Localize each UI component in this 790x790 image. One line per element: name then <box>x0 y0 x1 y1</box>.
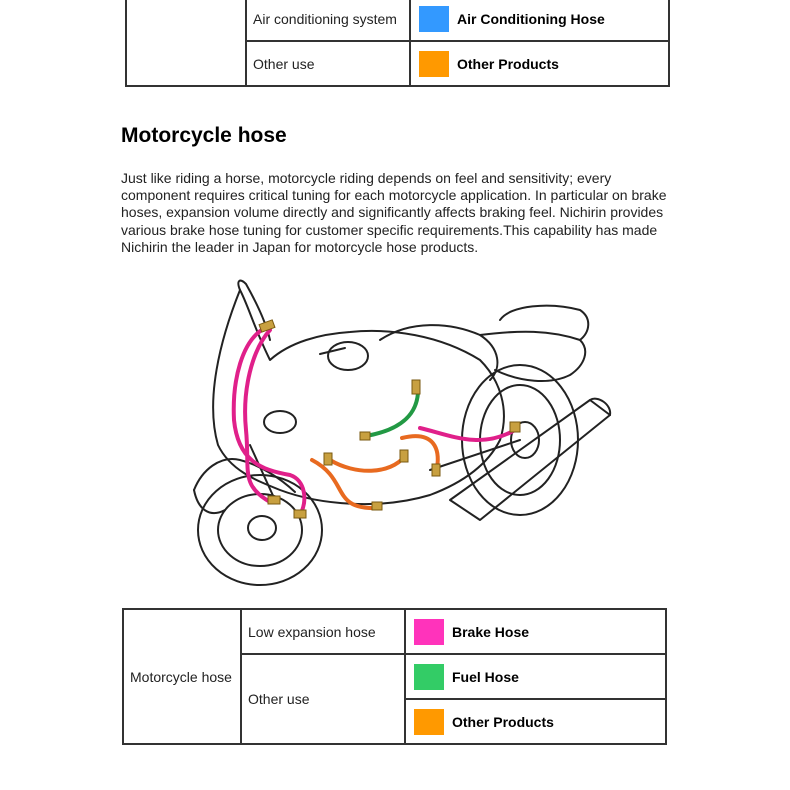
section-title: Motorcycle hose <box>121 124 287 147</box>
fuel-hose-cell <box>405 654 666 699</box>
air-conditioning-system-label: Air conditioning system <box>253 10 397 27</box>
motorcycle-illustration <box>180 270 620 590</box>
other-use-label: Other use <box>253 55 315 72</box>
other-products-swatch <box>419 51 449 77</box>
brake-hose-cell <box>405 609 666 654</box>
motorcycle-hose-category <box>123 609 241 744</box>
other-products-swatch <box>414 709 444 735</box>
motorcycle-hose-table <box>122 608 667 745</box>
motorcycle-hose-category-label: Motorcycle hose <box>130 668 232 685</box>
air-conditioning-system-cell <box>246 0 410 41</box>
other-use-cell <box>246 41 410 86</box>
air-conditioning-hose-cell <box>410 0 669 41</box>
automobile-hose-category <box>126 0 246 86</box>
section-description: Just like riding a horse, motorcycle riding depends on feel and sensitivity; every component requires critical tuning for each motorcycle application. In particular on brake hoses, expansion volume directly and significantly affects braking feel. Nichirin provides various brake hose tuning for customer specific requirements.This capability has made Nichirin the leader in Japan for motorcycle hose products. <box>121 170 667 255</box>
fuel-hose-swatch <box>414 664 444 690</box>
exhaust <box>450 400 610 520</box>
other-products-link[interactable]: Other Products <box>452 713 554 730</box>
automobile-hose-category-label <box>133 0 237 1</box>
other-use-label: Other use <box>248 691 310 707</box>
air-conditioning-hose-link[interactable]: Air Conditioning Hose <box>457 10 605 27</box>
brake-hose-link[interactable]: Brake Hose <box>452 623 530 640</box>
other-products-cell <box>405 699 666 744</box>
automobile-hose-table <box>125 0 670 87</box>
low-expansion-hose-label: Low expansion hose <box>248 623 376 640</box>
brake-hose-swatch <box>414 619 444 645</box>
other-products-cell <box>410 41 669 86</box>
other-use-cell <box>241 654 405 744</box>
fuel-hose <box>366 385 418 436</box>
low-expansion-hose-cell <box>241 609 405 654</box>
fuel-hose-link[interactable]: Fuel Hose <box>452 668 519 685</box>
other-hose-upper <box>330 456 405 471</box>
other-products-link[interactable]: Other Products <box>457 55 559 72</box>
air-conditioning-swatch <box>419 6 449 32</box>
